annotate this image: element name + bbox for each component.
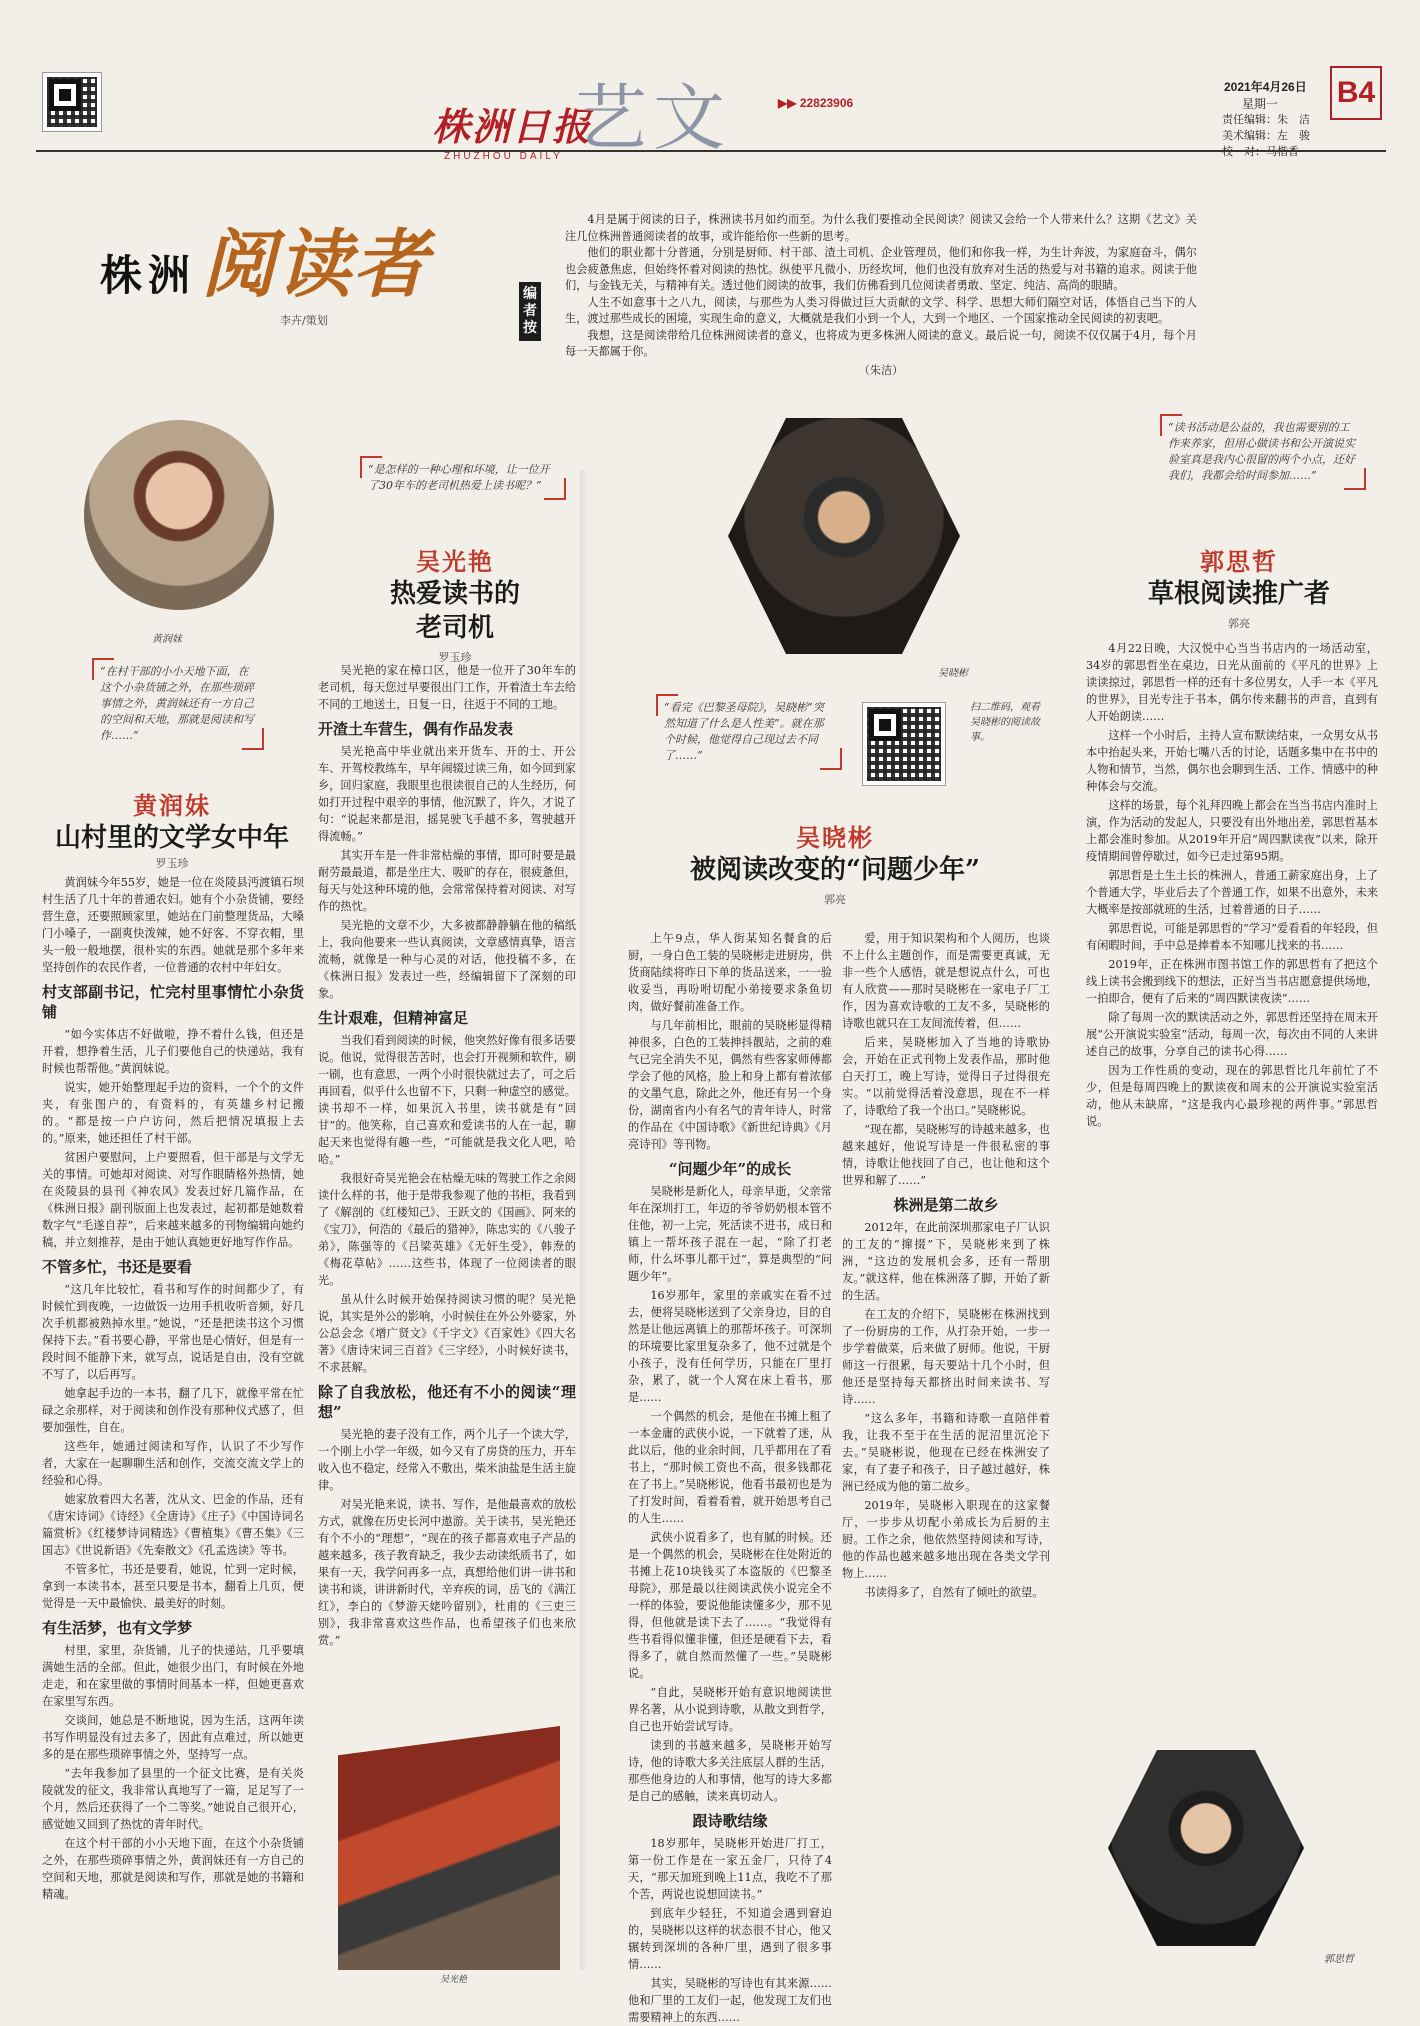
newspaper-brand [432, 96, 592, 162]
date-text: 2021年4月26日 [1224, 80, 1307, 94]
feature-title-b: 阅读者 [201, 222, 430, 308]
article-paragraph: 交谈间，她总是不断地说，因为生活，这两年读书写作明显没有过去多了，因此有点难过，所以她更多的是在那些琐碎事情之外，坚持写一点。 [42, 1714, 304, 1761]
article-paragraph: 对吴光艳来说，读书、写作，是他最喜欢的放松方式，就像在历史长河中遨游。关于读书，吴光艳还有个不小的“理想”，“现在的孩子都喜欢电子产品的越来越多，孩子教育缺乏，我少去动读纸质书了，如果有一天，我学问再多一点，真想给他们讲一讲书和读书和谈，讲讲新时代，辛弃疾的词，岳飞的《满江红》，李白的《梦游天姥吟留别》，杜甫的《三吏三别》，我非常喜欢这些作品，也希望孩子们也来欣赏。” [318, 1498, 576, 1647]
feature-title [100, 206, 429, 312]
article-paragraph: 说实，她开始整理起手边的资料，一个个的文件夹，有张图户的，有资料的，有英雄乡村记搬的。“都是按一户户访问，然后把情况填报上去的。”原来，她还担任了村干部。 [42, 1081, 304, 1145]
huang-article [42, 874, 304, 1970]
article-paragraph: “这么多年，书籍和诗歌一直陪伴着我，让我不至于在生活的泥沼里沉沦下去。”吴晓彬说，他现在已经在株洲安了家，有了妻子和孩子，日子越过越好，株洲已经成为他的第二故乡。 [842, 1412, 1050, 1493]
wu-xiaobin-byline: 郭亮 [824, 893, 846, 906]
huang-name: 黄润妹 [133, 791, 211, 820]
huang-quote: “在村干部的小小天地下面，在这个小杂货铺之外，在那些琐碎事情之外，黄润妹还有一方自己的空间和天地，那就是阅读和写作……” [100, 665, 254, 742]
wu-guangyan-name: 吴光艳 [416, 547, 494, 576]
article-subheading: 有生活梦，也有文学梦 [42, 1619, 193, 1637]
article-paragraph: 2019年，吴晓彬入职现在的这家餐厅，一步步从切配小弟成长为后厨的主厨。工作之余，他依然坚持阅读和写诗，他的作品也越来越多地出现在各类文学刊物上…… [842, 1499, 1050, 1580]
article-paragraph: 16岁那年，家里的亲戚实在看不过去，便将吴晓彬送到了父亲身边，目的自然是让他远离镇上的那帮坏孩子。可深圳的环境要比家里复杂多了，他不过就是个小孩子，没有任何学历，只能在厂里打杂，累了，就一个人窝在床上看书，那是…… [628, 1289, 832, 1404]
wu-guangyan-title-2: 老司机 [415, 613, 494, 643]
article-paragraph: 当我们看到阅读的时候，他突然好像有很多话要说。他说，觉得很苦苦时，也会打开视频和软件，刷一刷，也有意思，一两个小时很快就过去了，可之后再回看，似乎什么也留不下，只剩一种虚空的感觉。读书却不一样，如果沉入书里，读书就是有“回甘”的。他笑称，自己喜欢和爱读书的人在一起，聊起天来也觉得有趣一些，“可能就是我文化人吧，哈哈。” [318, 1034, 576, 1166]
wu-guangyan-title-1: 热爱读书的 [389, 579, 520, 609]
feature-title-a: 株洲 [100, 251, 197, 300]
editor-line: 美术编辑：左 骏 [1222, 130, 1310, 142]
guo-sizhe-article [1086, 640, 1378, 1742]
article-subheading: 除了自我放松，他还有不小的阅读“理想” [318, 1383, 576, 1421]
article-paragraph: 4月22日晚，大汉悦中心当当书店内的一场活动室，34岁的郭思哲坐在桌边，日光从面前的《平凡的世界》上读读掠过，郭思哲一样的还有十多位男女，人手一本《平凡的世界》，目光专注于书本，偶尔传来翻书的声音，直到有人开始朗读…… [1086, 642, 1378, 723]
editor-line: 责任编辑：朱 洁 [1222, 114, 1310, 126]
huang-byline: 罗玉珍 [155, 857, 189, 870]
article-paragraph: 2019年，正在株洲市图书馆工作的郭思哲有了把这个线上读书会搬到线下的想法，正好当当书店愿意提供场地，一拍即合，便有了后来的“周四默读夜读”…… [1086, 958, 1378, 1005]
section-title: 艺文 [575, 76, 732, 160]
article-paragraph: “现在都，吴晓彬写的诗越来越多，也越来越好，他说写诗是一件很私密的事情，诗歌让他找回了自己，也让他和这个世界和解了……” [842, 1123, 1050, 1187]
article-paragraph: 她拿起手边的一本书，翻了几下，就像平常在忙碌之余那样，对于阅读和创作没有那种仪式感了，但要加强性，自在。 [42, 1387, 304, 1434]
article-paragraph: 这些年，她通过阅读和写作，认识了不少写作者，大家在一起聊聊生活和创作，交流交流文学上的经验和心得。 [42, 1440, 304, 1487]
intro-paragraph: 4月是属于阅读的日子，株洲读书月如约而至。为什么我们要推动全民阅读？阅读又会给一个人带来什么？这期《艺文》关注几位株洲普通阅读者的故事，或许能给你一些新的思考。 [565, 213, 1197, 243]
guo-sizhe-photo [1108, 1750, 1304, 1946]
article-paragraph: 吴晓彬是新化人，母亲早逝，父亲常年在深圳打工，年迈的爷爷奶奶根本管不住他，初一上完，死活读不进书，成日和镇上一帮坏孩子混在一起，“除了打老师，什么坏事儿都干过”，算是典型的“问题少年”。 [628, 1185, 832, 1283]
wu-xiaobin-name: 吴晓彬 [796, 823, 874, 852]
article-paragraph: 村里，家里，杂货铺，儿子的快递站，几乎要填满她生活的全部。但此，她很少出门，有时候在外地走走，和在家里做的事情时间基本一样，但她更喜欢在家里写东西。 [42, 1644, 304, 1708]
wu-xiaobin-photo-caption: 吴晓彬 [938, 668, 968, 679]
huang-title: 山村里的文学女中年 [54, 823, 289, 853]
article-paragraph: 贫困户要慰问，上户要照看，但干部是与文学无关的事情。可她却对阅读、对写作眼睛格外热情，她在炎陵县的县刊《神农风》发表过好几篇作品，在《株洲日报》副刊版面上也发表过，起初都是她数着数字气“毛遂自荐”，后来越来越多的刊物编辑向她约稿，并立刻推荐，是由于她认真她更好地写作作品。 [42, 1151, 304, 1249]
article-paragraph: 书读得多了，自然有了倾吐的欲望。 [864, 1586, 1044, 1599]
article-subheading: 跟诗歌结缘 [692, 1812, 768, 1830]
huang-headline [42, 786, 302, 871]
masthead-qr-code[interactable] [42, 72, 102, 132]
wu-guangyan-headline [330, 542, 580, 665]
wu-xiaobin-video-qr[interactable] [862, 702, 946, 786]
guo-sizhe-byline: 郭亮 [1228, 617, 1250, 630]
article-paragraph: 2012年，在此前深圳那家电子厂认识的工友的“撺掇”下，吴晓彬来到了株洲，“这边的发展机会多，还有一帮朋友。”就这样，他在株洲落了脚，开始了新的生活。 [842, 1221, 1050, 1302]
article-paragraph: 不管多忙，书还是要看，她说，忙到一定时候，拿到一本读书本，甚至只要是书本，翻看上几页，便觉得是一天中最愉快、最美好的时刻。 [42, 1563, 304, 1610]
editor-line: 校 对：马楷香 [1222, 146, 1299, 158]
wu-guangyan-photo-caption: 吴光艳 [440, 1975, 468, 1985]
article-paragraph: 与几年前相比，眼前的吴晓彬显得精神很多，白色的工装抻抖靓站，之前的难气已完全消失不见，偶然有些客家师傅都学会了他的风格，脸上和身上都有着浓郁的文墨气息，除此之外，他还有另一个身份，湖南省内小有名气的青年诗人，时常的作品在《中国诗歌》《新世纪诗典》《月亮诗刊》等刊物。 [628, 1019, 832, 1151]
editor-note-label [519, 282, 541, 341]
article-subheading: 开渣土车营生，偶有作品发表 [318, 720, 514, 738]
editor-credits [1222, 112, 1310, 160]
article-paragraph: 郭思哲是土生土长的株洲人，普通工薪家庭出身，上了个普通大学，毕业后去了个普通工作，如果不出意外，未来大概率是按部就班的生活，过着普通的日子…… [1086, 869, 1378, 916]
wu-guangyan-byline: 罗玉珍 [438, 651, 472, 664]
page-number: B4 [1330, 66, 1382, 120]
article-paragraph: “如今实体店不好做啦，挣不着什么钱，但还是开着，想挣着生活，儿子们要他自己的快递站，我有时候也帮帮他。”黄润妹说。 [42, 1028, 304, 1075]
article-subheading: “问题少年”的成长 [668, 1160, 792, 1178]
wu-xiaobin-photo [728, 418, 960, 654]
article-paragraph: 在这个村干部的小小天地下面，在这个小杂货铺之外，在那些琐碎事情之外，黄润妹还有一方自己的空间和天地，那就是阅读和写作，那就是她的书籍和精魂。 [42, 1837, 304, 1901]
qr-note: 扫二维码，观看吴晓彬的阅读故事。 [970, 702, 1040, 743]
article-paragraph: 虽从什么时候开始保持阅读习惯的呢？吴光艳说，其实是外公的影响，小时候住在外公外婆家，外公总会念《增广贤文》《千字文》《百家姓》《四大名著》《唐诗宋词三百首》《三字经》，小时候好读书，不求甚解。 [318, 1293, 576, 1374]
issue-date [1224, 78, 1307, 112]
article-paragraph: 我很好奇吴光艳会在枯燥无味的驾驶工作之余阅读什么样的书，他于是带我参观了他的书柜，我看到了《解剖的《红楼知己》、王跃文的《国画》、阿来的《宝刀》，何浩的《最后的猎神》，陈忠实的《八骏子弟》，陈强等的《吕梁英雄》《无奸生受》，韩焘的《梅花草帖》……这些书，体现了一位阅读者的眼光。 [318, 1172, 576, 1287]
article-paragraph: 一个偶然的机会，是他在书摊上租了一本金庸的武侠小说，一下就着了迷，从此以后，他的业余时间，几乎都用在了看书上，“那时候工资也不高，很多钱都花在了书上。”吴晓彬说，他看书最初也是为了打发时间，看着看着，就开始思考自己的人生…… [628, 1410, 832, 1525]
article-paragraph: 后来，吴晓彬加入了当地的诗歌协会，开始在正式刊物上发表作品，那时他白天打工，晚上写诗，觉得日子过得很充实。“以前觉得活着没意思，现在不一样了，诗歌给了我一个出口。”吴晓彬说。 [842, 1036, 1050, 1117]
article-paragraph: 18岁那年，吴晓彬开始进厂打工，第一份工作是在一家五金厂，只待了4天，“那天加班到晚上11点，我吃不了那个苦，两说也说想回读书。” [628, 1837, 832, 1901]
article-paragraph: 其实，吴晓彬的写诗也有其来源……他和厂里的工友们一起，他发现工友们也需要精神上的东西…… [628, 1977, 832, 2024]
article-paragraph: 吴光艳的妻子没有工作，两个儿子一个读大学，一个刚上小学一年级，如今又有了房贷的压力，开车收入也不稳定，经常入不敷出，柴米油盐是生活主旋律。 [318, 1428, 576, 1492]
wu-guangyan-quote: “是怎样的一种心理和坏境，让一位开了30年车的老司机热爱上读书呢？” [368, 462, 558, 494]
intro-paragraph: 他们的职业都十分普通，分别是厨师、村干部、渣土司机、企业管理员，他们和你我一样，为生计奔波，为家庭奋斗，偶尔也会疲惫焦虑，但始终怀着对阅读的热忱。纵使平凡微小、历经坎坷，他们也没有放弃对生活的热爱与对书籍的追求。阅读于他们，与金钱无关，与精神有关。透过他们阅读的故事，我们仿佛看到几位阅读者勇敢、坚定、纯洁、高尚的眼睛。 [565, 246, 1197, 292]
masthead-rule [36, 150, 1386, 152]
article-subheading: 不管多忙，书还是要看 [42, 1258, 193, 1276]
hotline-number: 22823906 [799, 96, 854, 110]
guo-sizhe-photo-caption: 郭思哲 [1324, 1954, 1354, 1965]
article-paragraph: 上午9点，华人街某知名餐食的后厨，一身白色工装的吴晓彬走进厨房，供货商陆续将昨日下单的货品送来，一一验收妥当，再吩咐切配小弟接要求条鱼切肉，做好餐前准备工作。 [628, 932, 832, 1013]
wu-guangyan-photo [338, 1726, 560, 1970]
article-paragraph: 爱，用于知识架构和个人阅历，也谈不上什么主题创作，而是需要更真诚，无非一些个人感悟，就是想说点什么，可也有人欣赏——那时吴晓彬在一家电子厂工作，因为喜欢诗歌的工友不多，吴晓彬的诗歌也就只在工友间流传着，但…… [842, 932, 1050, 1030]
article-paragraph: 读到的书越来越多，吴晓彬开始写诗，他的诗歌大多关注底层人群的生活，那些他身边的人和事情，他写的诗大多都是自己的感触，读来真切动人。 [628, 1739, 832, 1803]
huang-photo-caption: 黄润妹 [152, 634, 182, 645]
wu-xiaobin-article-col1 [628, 930, 832, 2024]
article-subheading: 株洲是第二故乡 [893, 1196, 999, 1214]
article-paragraph: 武侠小说看多了，也有腻的时候。还是一个偶然的机会，吴晓彬在住处附近的书摊上花10块钱买了本盗版的《巴黎圣母院》，那是最以往阅读武侠小说完全不一样的体验，要说他能读懂多少，那不见得，但他就是读下去了……。“我觉得有些书看得似懂非懂，但还是硬看下去，看得多了，就自然而然懂了一些。”吴晓彬说。 [628, 1531, 832, 1680]
brand-sub: ZHUZHOU DAILY [444, 151, 563, 162]
wu-xiaobin-article-col2 [842, 930, 1050, 1970]
guo-sizhe-quote: “读书活动是公益的，我也需要别的工作来养家，但用心做读书和公开演说实验室真是我内心很留的两个小点，还好我们，我都会给时间参加……” [1168, 420, 1358, 484]
article-paragraph: “这几年比较忙，看书和写作的时间都少了，有时候忙到夜晚，一边做饭一边用手机收听音频，好几次手机都被熟掉水里。”她说，“还是把读书这个习惯保持下去。”看书要心静，平常也是心情好，但是有一段时间不能静下来，就写点，说话是自由，没有空就不写了，以后再写。 [42, 1283, 304, 1381]
article-paragraph: 吴光艳高中毕业就出来开货车、开的士、开公车、开驾校教练车，早年闹辍过读三角，如今回到家乡，回归家庭，我眼里也很读很自己的人生经历，何如打开过程中艰辛的事情，他沉默了，许久，才说了句：“说起来都是泪，摇晃驶飞手越不多，驾驶越开得流畅。” [318, 745, 576, 843]
article-paragraph: 郭思哲说，可能是郭思哲的“学习”爱看看的年轻段，但有闲暇时间，手中总是捧着本不知哪儿找来的书…… [1086, 922, 1378, 952]
brand-name: 株洲日报 [432, 104, 593, 149]
book-fold-decoration [580, 470, 588, 1970]
article-paragraph: 这样一个小时后，主持人宣布默读结束，一众男女从书本中抬起头来，开始七嘴八舌的讨论，话题多集中在书中的人物和情节，当然，偶尔也会聊到生活、工作、情感中的种种体会与交流。 [1086, 729, 1378, 793]
article-paragraph: 因为工作性质的变动，现在的郭思哲比几年前忙了不少，但是每周四晚上的默读夜和周末的公开演说实验室活动，他从未缺席，“这是我内心最珍视的两件事。”郭思哲说。 [1086, 1064, 1378, 1128]
article-paragraph: 黄润妹今年55岁，她是一位在炎陵县沔渡镇石坝村生活了几十年的普通农妇。她有个小杂货铺，要经营生意，还要照顾家里，她站在门前整理货品，大嗓门小嗓子，一副爽快泼辣，她不好客、不穿衣帽，里头一般一般地摆，很朴实的东西。她就是那个多年来坚持创作的农民作者，一位普通的农村中年妇女。 [42, 876, 304, 974]
intro-paragraph: 人生不如意事十之八九，阅读，与那些为人类习得做过巨大贡献的文学、科学、思想大师们隔空对话，体悟自己当下的人生，渡过那些成长的困境，实现生命的意义，大概就是我们小到一个人，大到一个地区、一个国家推动全民阅读的初衷吧。 [565, 295, 1197, 325]
article-paragraph: 到底年少轻狂，不知道会遇到窘迫的，吴晓彬以这样的状态很不甘心，他又辗转到深圳的各种厂里，遇到了很多事情…… [628, 1907, 832, 1971]
article-paragraph: 她家放着四大名著，沈从文、巴金的作品，还有《唐宋诗词》《诗经》《全唐诗》《庄子》《中国诗词名篇赏析》《红楼梦诗词精选》《曹植集》《曹丕集》《三国志》《世说新语》《先秦散文》《孔孟选读》等书。 [42, 1493, 304, 1557]
article-paragraph: 其实开车是一件非常枯燥的事情，即可时要是最耐劳最最道，都是坐庄大、吸旷的存在，很疲惫但，每天与处这种环境的他，会常常保持着对阅读、对写作的热忱。 [318, 849, 576, 913]
weekday-text: 星期一 [1242, 97, 1279, 111]
article-paragraph: 这样的场景，每个礼拜四晚上都会在当当书店内准时上演，作为活动的发起人，只要没有出外地出差，郭思哲基本上都会准时参加。从2019年开启“周四默读夜”以来，除开疫情期间曾停歇过，如今已走过第95期。 [1086, 799, 1378, 863]
wu-xiaobin-title: 被阅读改变的“问题少年” [690, 855, 980, 885]
wu-xiaobin-quote: “看完《巴黎圣母院》，吴晓彬“突然知道了什么是人性美”。就在那个时候，他觉得自己现过去不同了……” [664, 700, 834, 764]
hotline [778, 96, 853, 110]
article-subheading: 生计艰难，但精神富足 [318, 1009, 469, 1027]
article-paragraph: 在工友的介绍下，吴晓彬在株洲找到了一份厨房的工作，从打杂开始，一步一步学着做菜，后来做了厨师。他说，干厨师这一行很累，每天要站十几个小时，但他还是坚持每天都挤出时间来读书、写诗…… [842, 1308, 1050, 1406]
editor-note-text: 编者按 [523, 286, 537, 336]
hotline-icon: ▶▶ [778, 96, 797, 110]
guo-sizhe-title: 草根阅读推广者 [1147, 579, 1330, 609]
guo-sizhe-headline [1094, 542, 1384, 631]
article-paragraph: “去年我参加了县里的一个征文比赛，是有关炎陵就发的征文，我非常认真地写了一篇，足足写了一个月，然后还获得了一个二等奖。”她说自己很开心，感觉她又回到了热忱的青年时代。 [42, 1767, 304, 1831]
article-paragraph: 吴光艳的文章不少，大多被都静静躺在他的稿纸上，我向他要来一些认真阅读，文章感情真挚，语言流畅，就像是一种与心灵的对话，他投稿不多，在《株洲日报》发表过一些，经编辑留下了深刻的印象。 [318, 919, 576, 1000]
article-paragraph: 吴光艳的家在樟口区，他是一位开了30年车的老司机，每天您过早要很出门工作，开着渣土车去给不同的工地送土，日复一日，往返于不同的工地。 [318, 664, 576, 711]
article-paragraph: “自此，吴晓彬开始有意识地阅读世界名著，从小说到诗歌，从散文到哲学，自己也开始尝试写诗。 [628, 1686, 832, 1733]
guo-sizhe-name: 郭思哲 [1200, 547, 1278, 576]
planner-credit: 李卉/策划 [280, 314, 328, 327]
intro-paragraph: 我想，这是阅读带给几位株洲阅读者的意义，也将成为更多株洲人阅读的意义。最后说一句，阅读不仅仅属于4月，每个月每一天都属于你。 [565, 328, 1197, 358]
wu-xiaobin-headline [620, 818, 1050, 907]
article-paragraph: 除了每周一次的默读活动之外，郭思哲还坚持在周末开展“公开演说实验室”活动，每周一次，每次由不同的人来讲述自己的故事，分享自己的读书心得…… [1086, 1011, 1378, 1058]
wu-guangyan-article [318, 662, 576, 1710]
article-subheading: 村支部副书记，忙完村里事情忙小杂货铺 [42, 983, 304, 1021]
huang-runmei-photo [84, 420, 274, 610]
intro-author: （朱洁） [858, 363, 904, 377]
editor-intro [565, 212, 1197, 379]
